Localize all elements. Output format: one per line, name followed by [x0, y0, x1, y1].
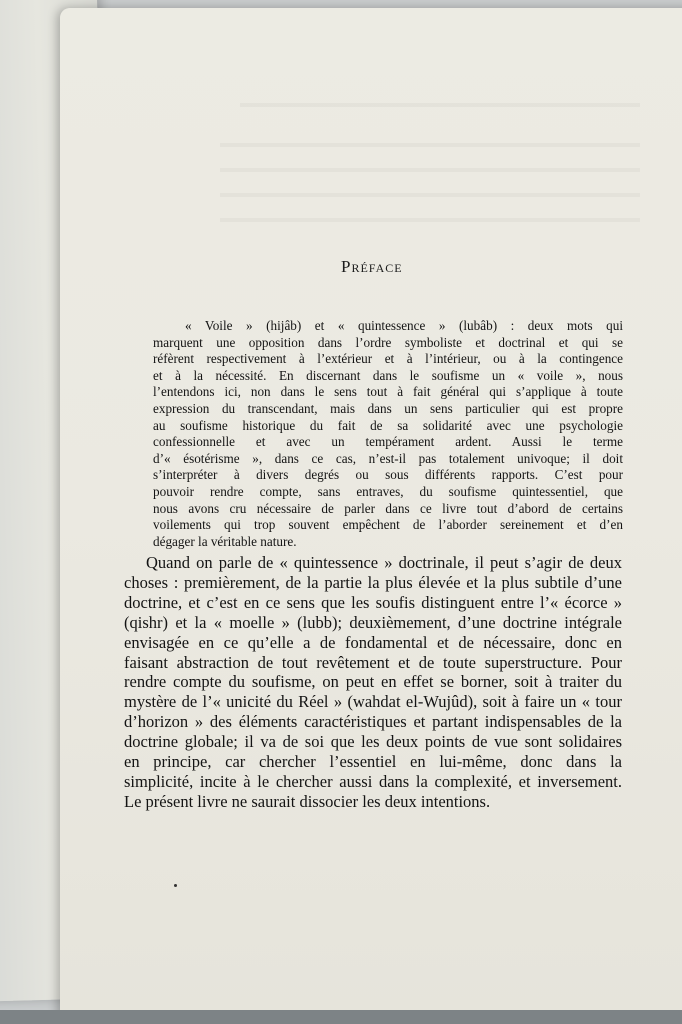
- text-line: au soufisme historique du fait de sa solidarité avec une psychologie: [153, 417, 623, 433]
- text-line: réfèrent respectivement à l’extérieur et à l’intérieur, ou à la contingence: [153, 351, 623, 367]
- text-line: Le présent livre ne saurait dissocier les deux intentions.: [124, 791, 491, 811]
- text-line: doctrine, et c’est en ce sens que les soufis distinguent entre l’« écorce »: [124, 592, 622, 612]
- paragraph-2: [124, 553, 622, 812]
- text-line: expression du transcendant, mais dans un sens particulier qui est propre: [153, 400, 623, 416]
- page-title: [341, 257, 403, 277]
- text-line: Quand on parle de « quintessence » doctrinale, il peut s’agir de deux: [146, 553, 622, 572]
- text-line: l’entendons ici, non dans le sens tout à fait général qui s’applique à toute: [153, 384, 623, 400]
- text-line: (qishr) et la « moelle » (lubb); deuxièmement, d’une doctrine intégrale: [124, 612, 622, 632]
- text-line: « Voile » (hijâb) et « quintessence » (lubâb) : deux mots qui: [185, 318, 623, 333]
- bleed-through-text: [240, 103, 640, 107]
- text-line: voilements qui trop souvent empêchent de l’aborder sereinement et d’en: [153, 517, 623, 533]
- paragraph-1: [153, 318, 623, 550]
- text-line: mystère de l’« unicité du Réel » (wahdat el-Wujûd), soit à faire un « tour: [124, 692, 622, 712]
- text-line: marquent une opposition dans l’ordre symboliste et doctrinal et qui se: [153, 334, 623, 350]
- text-line: et à la nécessité. En discernant dans le soufisme un « voile », nous: [153, 367, 623, 383]
- table-edge: [0, 1010, 682, 1024]
- bleed-through-text: [220, 143, 640, 147]
- bleed-through-text: [220, 193, 640, 197]
- text-line: en principe, car chercher l’essentiel en lui-même, donc dans la: [124, 752, 622, 772]
- text-line: faisant abstraction de tout revêtement et de toute superstructure. Pour: [124, 652, 622, 672]
- text-line: dégager la véritable nature.: [153, 533, 297, 549]
- text-line: rendre compte du soufisme, on peut en effet se borner, soit à traiter du: [124, 672, 622, 692]
- text-line: envisagée en ce qu’elle a de fondamental et de nécessaire, donc en: [124, 632, 622, 652]
- text-line: simplicité, incite à le chercher aussi dans la complexité, et inversement.: [124, 771, 622, 791]
- text-line: doctrine globale; il va de soi que les deux points de vue sont solidaires: [124, 732, 622, 752]
- text-line: d’« ésotérisme », dans ce cas, n’est-il pas totalement univoque; il doit: [153, 450, 623, 466]
- title-text: Préface: [341, 257, 403, 276]
- bleed-through-text: [220, 218, 640, 222]
- text-line: choses : premièrement, de la partie la plus élevée et la plus subtile d’une: [124, 572, 622, 592]
- text-line: nous avons cru nécessaire de parler dans ce livre tout d’abord de certains: [153, 500, 623, 516]
- bleed-through-text: [220, 168, 640, 172]
- text-line: s’interpréter à divers degrés ou sous différents rapports. C’est pour: [153, 467, 623, 483]
- text-line: confessionnelle et avec un tempérament ardent. Aussi le terme: [153, 434, 623, 450]
- text-line: d’horizon » des éléments caractéristiques et partant indispensables de la: [124, 712, 622, 732]
- page-speck: [174, 884, 177, 887]
- text-line: pouvoir rendre compte, sans entraves, du soufisme quintessentiel, que: [153, 483, 623, 499]
